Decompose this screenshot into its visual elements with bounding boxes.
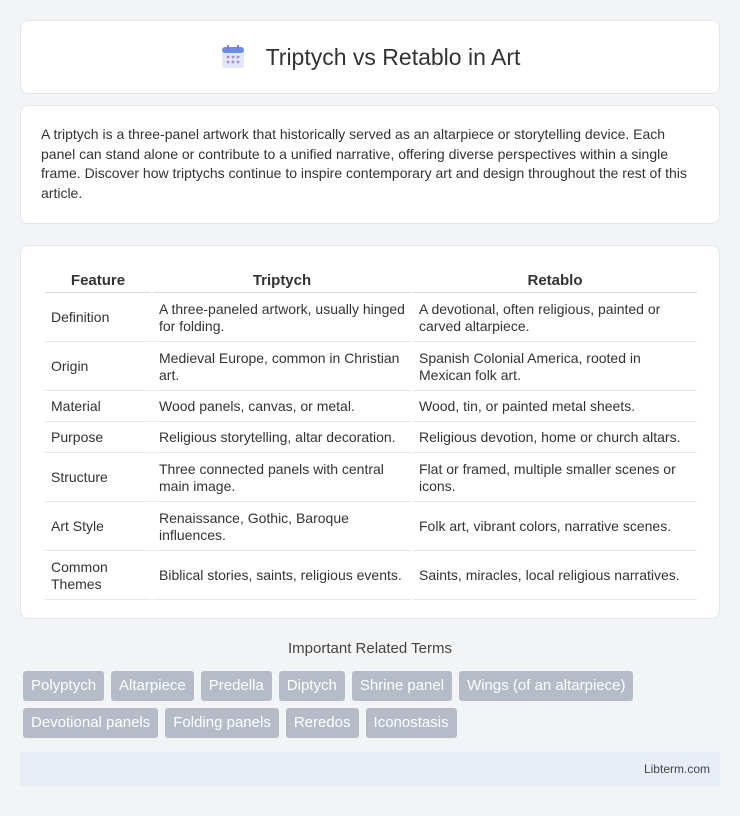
footer-site-link[interactable]: Libterm.com	[643, 762, 710, 776]
page-title: Triptych vs Retablo in Art	[265, 43, 521, 70]
comparison-card	[20, 245, 720, 619]
table-row	[45, 455, 697, 502]
tag-devotional-panels[interactable]: Devotional panels	[23, 708, 158, 738]
tag-wings[interactable]: Wings (of an altarpiece)	[459, 671, 633, 701]
retablo-cell: Folk art, vibrant colors, narrative scenes.	[413, 504, 697, 551]
feature-cell: Art Style	[45, 504, 151, 551]
feature-cell: Origin	[45, 344, 151, 391]
intro-text: A triptych is a three-panel artwork that historically served as an altarpiece or storytelling device. Each panel can stand alone or contribute to a unified narrative, offering diverse perspectives within a single frame. Discover how triptychs continue to inspire contemporary art and design throughout the rest of this article.	[41, 126, 687, 201]
tag-shrine-panel[interactable]: Shrine panel	[352, 671, 452, 701]
retablo-cell: A devotional, often religious, painted or carved altarpiece.	[413, 295, 697, 342]
retablo-cell: Flat or framed, multiple smaller scenes or icons.	[413, 455, 697, 502]
triptych-cell: Three connected panels with central main image.	[153, 455, 411, 502]
tag-iconostasis[interactable]: Iconostasis	[366, 708, 457, 738]
tag-reredos[interactable]: Reredos	[286, 708, 359, 738]
feature-cell: Definition	[45, 295, 151, 342]
comparison-table	[43, 266, 699, 602]
triptych-cell: Religious storytelling, altar decoration.	[153, 424, 411, 453]
related-terms-tags	[23, 671, 723, 745]
triptych-cell: A three-paneled artwork, usually hinged for folding.	[153, 295, 411, 342]
tag-predella[interactable]: Predella	[201, 671, 272, 701]
tag-folding-panels[interactable]: Folding panels	[165, 708, 279, 738]
retablo-cell: Religious devotion, home or church altars.	[413, 424, 697, 453]
triptych-cell: Medieval Europe, common in Christian art.	[153, 344, 411, 391]
table-header-row	[45, 268, 697, 293]
feature-cell: Material	[45, 393, 151, 422]
feature-cell: Purpose	[45, 424, 151, 453]
retablo-cell: Spanish Colonial America, rooted in Mexican folk art.	[413, 344, 697, 391]
table-row	[45, 424, 697, 453]
table-row	[45, 393, 697, 422]
triptych-cell: Biblical stories, saints, religious events.	[153, 553, 411, 600]
retablo-cell: Wood, tin, or painted metal sheets.	[413, 393, 697, 422]
feature-cell: Structure	[45, 455, 151, 502]
intro-card	[20, 105, 720, 224]
table-row	[45, 295, 697, 342]
retablo-cell: Saints, miracles, local religious narratives.	[413, 553, 697, 600]
triptych-cell: Renaissance, Gothic, Baroque influences.	[153, 504, 411, 551]
tag-altarpiece[interactable]: Altarpiece	[111, 671, 194, 701]
header-feature: Feature	[45, 268, 151, 293]
table-row	[45, 344, 697, 391]
feature-cell: Common Themes	[45, 553, 151, 600]
table-row	[45, 504, 697, 551]
tag-polyptych[interactable]: Polyptych	[23, 671, 104, 701]
footer	[20, 752, 720, 786]
header-retablo: Retablo	[413, 268, 697, 293]
table-row	[45, 553, 697, 600]
related-terms-title: Important Related Terms	[288, 640, 452, 657]
header-card	[20, 20, 720, 94]
tag-row-2	[23, 708, 723, 738]
triptych-cell: Wood panels, canvas, or metal.	[153, 393, 411, 422]
header-triptych: Triptych	[153, 268, 411, 293]
calendar-icon	[220, 44, 246, 70]
tag-diptych[interactable]: Diptych	[279, 671, 345, 701]
tag-row-1	[23, 671, 723, 701]
